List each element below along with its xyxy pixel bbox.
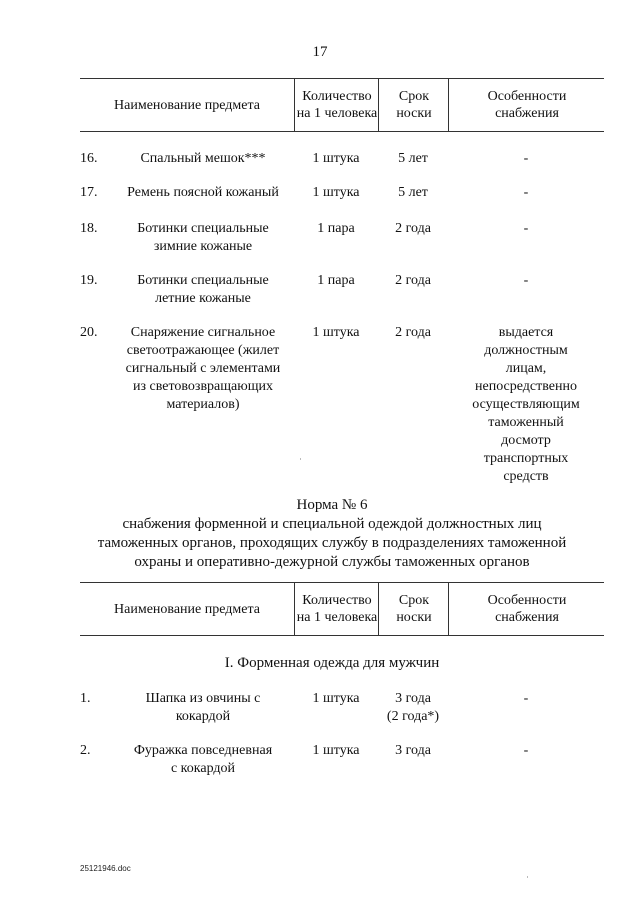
header-features	[448, 583, 605, 635]
item-term: 5 лет	[398, 151, 428, 166]
item-features: -	[523, 743, 529, 758]
scan-speck	[527, 876, 528, 878]
scan-speck	[300, 458, 301, 460]
item-term: 2 года	[395, 273, 431, 288]
header-term	[378, 79, 449, 131]
item-name: Ботинки специальные летние кожаные	[137, 273, 269, 306]
page-number: 17	[312, 44, 328, 60]
item-name: Снаряжение сигнальное светоотражающее (жилет сигнальный с элементами из световозвращающих материалов)	[125, 325, 281, 412]
header-features	[448, 79, 605, 131]
item-name: Ремень поясной кожаный	[127, 185, 279, 200]
header-features-line: снабжения	[495, 610, 559, 625]
header-qty-line: на 1 человека	[296, 106, 378, 121]
header-features-line: Особенности	[487, 593, 567, 608]
header-qty	[294, 583, 379, 635]
item-quantity: 1 штука	[312, 325, 360, 340]
item-quantity: 1 пара	[317, 273, 355, 288]
item-features: -	[523, 273, 529, 288]
header-features-line: снабжения	[495, 106, 559, 121]
header-item	[80, 79, 294, 131]
row-number: 17.	[80, 185, 98, 200]
header-term-line: носки	[396, 106, 432, 121]
row-number: 16.	[80, 151, 98, 166]
item-features: выдается должностным лицам, непосредственно осуществляющим таможенный досмотр транспортных средств	[472, 325, 580, 484]
row-number: 18.	[80, 221, 98, 236]
header-term-line: Срок	[398, 593, 430, 608]
row-number: 20.	[80, 325, 98, 340]
item-term: 2 года	[395, 325, 431, 340]
header-qty-line: на 1 человека	[296, 610, 378, 625]
item-quantity: 1 пара	[317, 221, 355, 236]
table-header-top	[80, 78, 604, 132]
header-item-label: Наименование предмета	[114, 601, 260, 617]
item-term: 3 года	[395, 743, 431, 758]
row-number: 2.	[80, 743, 91, 758]
norm-subtitle-line: охраны и оперативно-дежурной службы таможенных органов	[134, 554, 530, 570]
norm-subtitle-line: таможенных органов, проходящих службу в подразделениях таможенной	[97, 535, 567, 551]
item-features: -	[523, 151, 529, 166]
item-name: Спальный мешок***	[140, 151, 266, 166]
item-name: Ботинки специальные зимние кожаные	[137, 221, 269, 254]
item-term: 5 лет	[398, 185, 428, 200]
item-features: -	[523, 185, 529, 200]
item-name: Фуражка повседневная с кокардой	[133, 743, 273, 776]
row-number: 19.	[80, 273, 98, 288]
row-number: 1.	[80, 691, 91, 706]
norm-subtitle-line: снабжения форменной и специальной одеждой должностных лиц	[122, 516, 542, 532]
header-item	[80, 583, 294, 635]
header-features-line: Особенности	[487, 89, 567, 104]
item-name: Шапка из овчины с кокардой	[145, 691, 261, 724]
item-quantity: 1 штука	[312, 185, 360, 200]
header-qty-line: Количество	[302, 593, 372, 608]
header-term	[378, 583, 449, 635]
item-features: -	[523, 691, 529, 706]
norm-title: Норма № 6	[296, 497, 368, 513]
item-term: 3 года (2 года*)	[386, 691, 440, 724]
item-quantity: 1 штука	[312, 691, 360, 706]
header-term-line: носки	[396, 610, 432, 625]
item-quantity: 1 штука	[312, 743, 360, 758]
header-term-line: Срок	[398, 89, 430, 104]
header-qty-line: Количество	[302, 89, 372, 104]
item-features: -	[523, 221, 529, 236]
item-term: 2 года	[395, 221, 431, 236]
item-quantity: 1 штука	[312, 151, 360, 166]
header-qty	[294, 79, 379, 131]
table-header-bottom	[80, 582, 604, 636]
header-item-label: Наименование предмета	[114, 97, 260, 113]
section-title: I. Форменная одежда для мужчин	[224, 655, 440, 671]
file-name: 25121946.doc	[80, 864, 131, 873]
